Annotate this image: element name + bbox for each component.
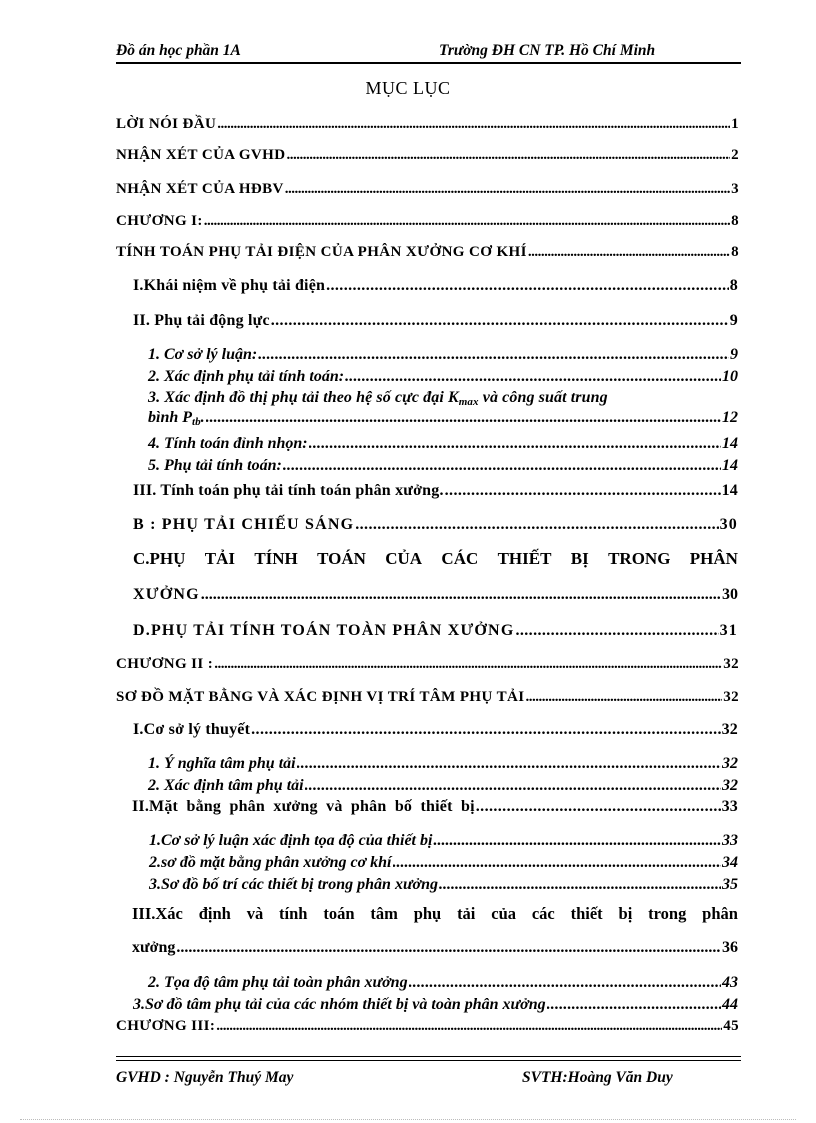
toc-c2s3-word: trong	[648, 904, 687, 923]
toc-entry-toan-phan-xuong[interactable]: D.PHỤ TẢI TÍNH TOÁN TOÀN PHÂN XƯỞNG ..... 31	[133, 622, 738, 640]
footer-student: SVTH:Hoàng Văn Duy	[522, 1069, 673, 1086]
toc-entry-nhan-xet-gvhd[interactable]: NHẬN XÉT CỦA GVHD ..... 2	[116, 147, 739, 164]
toc-entry-chuong-2-title[interactable]: SƠ ĐỒ MẶT BẰNG VÀ XÁC ĐỊNH VỊ TRÍ TÂM PHỤ TẢI ..... 32	[116, 689, 739, 706]
toc-entry-so-do-bo-tri[interactable]: 3.Sơ đồ bố trí các thiết bị trong phân xưởng ..... 35	[149, 876, 738, 894]
page-edge-divider	[20, 1119, 796, 1120]
toc-entry-phu-tai-tinh-toan[interactable]: 5. Phụ tải tính toán: ..... 14	[148, 457, 738, 475]
toc-entry-nhan-xet-hdbv[interactable]: NHẬN XÉT CỦA HĐBV ..... 3	[116, 181, 739, 198]
toc-c1c-word: TÍNH	[254, 549, 298, 568]
toc-c1c-word: BỊ	[570, 549, 589, 568]
toc-c1c-word: TẢI	[204, 549, 235, 568]
toc-entry-chuong-1-title[interactable]: TÍNH TOÁN PHỤ TẢI ĐIỆN CỦA PHÂN XƯỞNG CƠ KHÍ ..... 8	[116, 244, 739, 261]
toc-c1c-word: TRONG	[608, 549, 671, 568]
toc-entry-tinh-toan-phan-xuong[interactable]: III. Tính toán phụ tải tính toán phân xưởng. ..... 14	[133, 482, 738, 500]
page-title: MỤC LỤC	[365, 78, 451, 98]
toc-c2s3-word: của	[491, 904, 516, 923]
toc-entry-y-nghia-tam[interactable]: 1. Ý nghĩa tâm phụ tải ..... 32	[148, 755, 738, 773]
toc-c1c-word: THIẾT	[497, 549, 552, 568]
toc-entry-xac-dinh-tam[interactable]: 2. Xác định tâm phụ tải ..... 32	[148, 777, 738, 795]
toc-entry-khai-niem[interactable]: I.Khái niệm về phụ tải điện ..... 8	[133, 277, 738, 295]
toc-c2s3-word: và	[246, 904, 264, 923]
page-header	[116, 38, 741, 64]
toc-entry-chuong-1[interactable]: CHƯƠNG I: ..... 8	[116, 213, 739, 230]
toc-entry-toa-do-tam-toan[interactable]: 2. Tọa độ tâm phụ tải toàn phân xưởng ..... 43	[148, 974, 738, 992]
toc-c2s3-word: tải	[457, 904, 476, 923]
toc-entry-chieu-sang[interactable]: B : PHỤ TẢI CHIẾU SÁNG ..... 30	[133, 516, 738, 534]
toc-entry-so-do-mat-bang[interactable]: 2.sơ đồ mặt bằng phân xưởng cơ khí ..... 34	[149, 854, 738, 872]
footer-divider-top	[116, 1056, 741, 1057]
toc-entry-toa-do-thiet-bi[interactable]: 1.Cơ sở lý luận xác định tọa độ của thiết bị ..... 33	[149, 832, 738, 850]
toc-c1c-word: TOÁN	[317, 549, 366, 568]
toc-entry-do-thi-phu-tai[interactable]: 3. Xác định đồ thị phụ tải theo hệ số cực đại $K_{max}$ và công suất trung bình $P_{tb}$. ..... 12	[148, 389, 738, 428]
header-course: Đồ án học phần 1A	[116, 42, 241, 59]
footer-divider-bottom	[116, 1060, 741, 1061]
toc-c2s3-word: định	[198, 904, 231, 923]
toc-entry-co-so-ly-luan[interactable]: 1. Cơ sở lý luận: ..... 9	[148, 346, 738, 364]
toc-c1c-word: C.PHỤ	[133, 549, 186, 568]
toc-c1c-word: CỦA	[385, 549, 423, 568]
toc-entry-xac-dinh-phu-tai[interactable]: 2. Xác định phụ tải tính toán: ..... 10	[148, 368, 738, 386]
toc-c2s3-word: toán	[323, 904, 355, 923]
toc-c2s3-word: bị	[618, 904, 633, 923]
toc-c2s3-word: tâm	[370, 904, 398, 923]
toc-c2s3-word: thiết	[570, 904, 603, 923]
toc-entry-tam-phu-tai-thiet-bi[interactable]: III.Xác định và tính toán tâm phụ tải của các thiết bị trong phân xưởng ..... 36	[132, 904, 738, 957]
toc-entry-dinh-nhon[interactable]: 4. Tính toán đỉnh nhọn: ..... 14	[148, 435, 738, 453]
toc-c1c-word: CÁC	[441, 549, 479, 568]
footer-advisor: GVHD : Nguyễn Thuý May	[116, 1069, 294, 1086]
toc-c1c-word: PHÂN	[689, 549, 738, 568]
toc-c2s3-word: phân	[702, 904, 738, 923]
toc-entry-phu-tai-thiet-bi[interactable]: C.PHỤ TẢI TÍNH TOÁN CỦA CÁC THIẾT BỊ TRONG PHÂN XƯỞNG ..... 30	[133, 549, 738, 604]
toc-c2s3-word: III.Xác	[132, 904, 183, 923]
toc-entry-loi-noi-dau[interactable]: LỜI NÓI ĐẦU ..... 1	[116, 116, 739, 133]
toc-c2s3-word: phụ	[413, 904, 442, 923]
header-school: Trường ĐH CN TP. Hồ Chí Minh	[439, 42, 656, 59]
toc-c2s3-word: các	[531, 904, 555, 923]
toc-entry-mat-bang[interactable]: II.Mặt bằng phân xưởng và phân bố thiết bị ..... 33	[132, 798, 738, 816]
toc-entry-chuong-2[interactable]: CHƯƠNG II : ..... 32	[116, 656, 739, 673]
toc-entry-co-so-ly-thuyet[interactable]: I.Cơ sở lý thuyết ..... 32	[133, 721, 738, 739]
toc-c2s3-word: tính	[279, 904, 308, 923]
toc-entry-phu-tai-dong-luc[interactable]: II. Phụ tải động lực ..... 9	[133, 312, 738, 330]
toc-entry-chuong-3[interactable]: CHƯƠNG III: ..... 45	[116, 1018, 739, 1035]
toc-entry-so-do-tam-nhom[interactable]: 3.Sơ đồ tâm phụ tải của các nhóm thiết bị và toàn phân xưởng ..... 44	[133, 996, 738, 1014]
